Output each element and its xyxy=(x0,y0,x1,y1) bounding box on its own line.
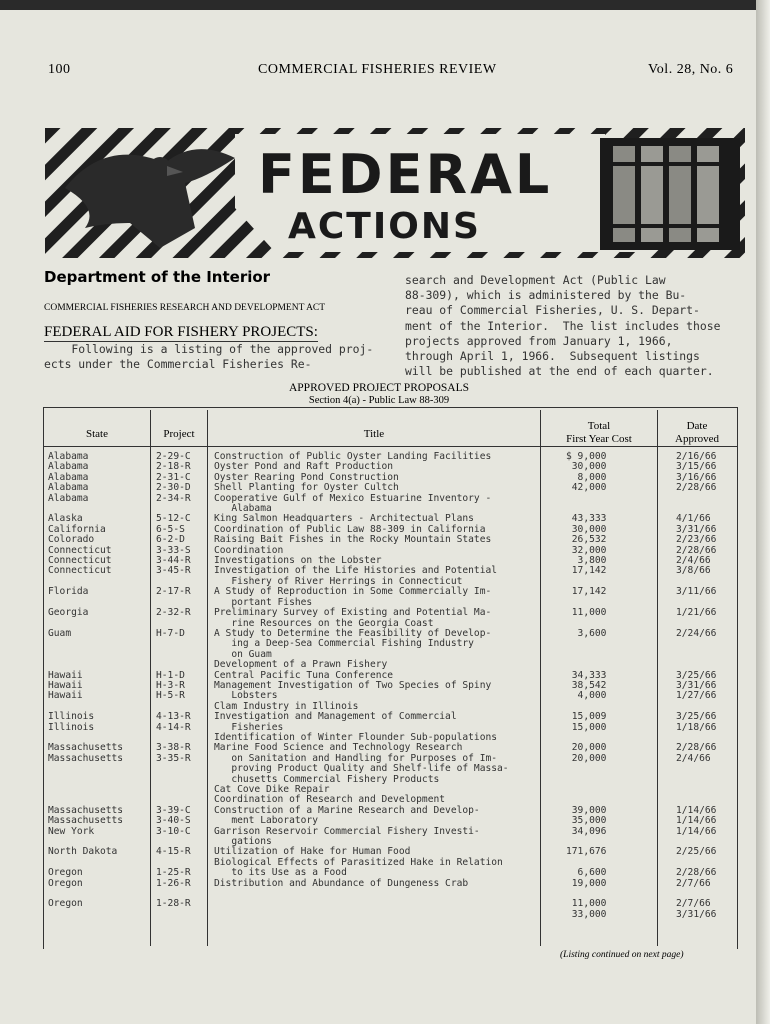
col-divider xyxy=(207,410,208,946)
act-subheading: COMMERCIAL FISHERIES RESEARCH AND DEVELOPMENT ACT xyxy=(44,303,326,313)
department-heading: Department of the Interior xyxy=(44,268,271,286)
volume-number: Vol. 28, No. 6 xyxy=(648,62,734,77)
title-column: Construction of Public Oyster Landing Facilities Oyster Pond and Raft Production Oyster Rearing Pond Construction Shell Planting for Oyster Cultch Cooperative Gulf of Mexico Estuarine Inventory - Alabama King Salmon Headquarters - Architectual Plans Coordination of Public Law 88-309 in California Raising Bait Fishes in the Rocky Mountain States Coordination Investigations on the Lobster Investigation of the Life Histories and Potential Fishery of River Herrings in Connecticut A Study of Reproduction in Some Commercially Im- portant Fishes Preliminary Survey of Existing and Potential Ma- rine Resources on the Georgia Coast A Study to Determine the Feasibility of Develop- ing a Deep-Sea Commercial Fishing Industry on Guam Development of a Prawn Fishery Central Pacific Tuna Conference Management Investigation of Two Species of Spiny Lobsters Clam Industry in Illinois Investigation and Management of Commercial Fisheries Identification of Winter Flounder Sub-populations Marine Food Science and Technology Research on Sanitation and Handling for Purposes of Im- proving Product Quality and Shelf-life of Massa- chusetts Commercial Fishery Products Cat Cove Dike Repair Coordination of Research and Development Construction of a Marine Research and Develop- ment Laboratory Garrison Reservoir Commercial Fishery Investi- gations Utilization of Hake for Human Food Biological Effects of Parasitized Hake in Relation to its Use as a Food Distribution and Abundance of Dungeness Crab xyxy=(214,451,509,889)
col-header-state: State xyxy=(86,428,108,440)
intro-text-right: search and Development Act (Public Law 88-309), which is administered by the Bu- reau of Commercial Fisheries, U. S. Depart- ment of the Interior. The list includes those projects approved from January 1, 1966, through April 1, 1966. Subsequent listings will be published at the end of each quarter. xyxy=(405,273,721,379)
col-header-date: Date Approved xyxy=(675,420,719,445)
table-footnote: (Listing continued on next page) xyxy=(560,950,684,960)
banner-federal: FEDERAL xyxy=(258,143,553,206)
banner-actions: ACTIONS xyxy=(288,206,481,247)
col-divider xyxy=(150,410,151,946)
project-column: 2-29-C 2-18-R 2-31-C 2-30-D 2-34-R 5-12-C 6-5-S 6-2-D 3-33-S 3-44-R 3-45-R 2-17-R 2-32-R H-7-D H-1-D H-3-R H-5-R 4-13-R 4-14-R 3-38-R 3-35-R 3-39-C 3-40-S 3-10-C 4-15-R 1-25-R 1-26-R 1-28-R xyxy=(156,451,191,910)
header-rule xyxy=(43,446,737,447)
table-caption: APPROVED PROJECT PROPOSALS xyxy=(288,382,469,394)
col-header-title: Title xyxy=(363,428,385,440)
page-number: 100 xyxy=(48,62,71,77)
col-divider xyxy=(657,410,658,946)
table-subcaption: Section 4(a) - Public Law 88-309 xyxy=(308,395,450,406)
page-edge xyxy=(756,0,770,1024)
cost-column: $ 9,000 30,000 8,000 42,000 43,333 30,000 26,532 32,000 3,800 17,142 17,142 11,000 3,600 34,333 38,542 4,000 15,009 15,000 20,000 20,000 39,000 35,000 34,096 171,676 6,600 19,000 11,000 33,000 xyxy=(566,451,607,920)
intro-text-left: Following is a listing of the approved proj- ects under the Commercial Fisheries Re- xyxy=(44,342,374,372)
state-column: Alabama Alabama Alabama Alabama Alabama Alaska California Colorado Connecticut Connecticut Connecticut Florida Georgia Guam Hawaii Hawaii Hawaii Illinois Illinois Massachusetts Massachusetts Massachusetts Massachusetts New York North Dakota Oregon Oregon Oregon xyxy=(48,451,124,910)
journal-title: COMMERCIAL FISHERIES REVIEW xyxy=(258,62,497,77)
col-header-cost: Total First Year Cost xyxy=(566,420,632,445)
col-header-project: Project xyxy=(163,428,195,440)
col-divider xyxy=(540,410,541,946)
article-title: FEDERAL AID FOR FISHERY PROJECTS: xyxy=(44,324,318,340)
date-column: 2/16/66 3/15/66 3/16/66 2/28/66 4/1/66 3/31/66 2/23/66 2/28/66 2/4/66 3/8/66 3/11/66 1/21/66 2/24/66 3/25/66 3/31/66 1/27/66 3/25/66 1/18/66 2/28/66 2/4/66 1/14/66 1/14/66 1/14/66 2/25/66 2/28/66 2/7/66 2/7/66 3/31/66 xyxy=(676,451,717,920)
books-icon xyxy=(600,138,740,250)
